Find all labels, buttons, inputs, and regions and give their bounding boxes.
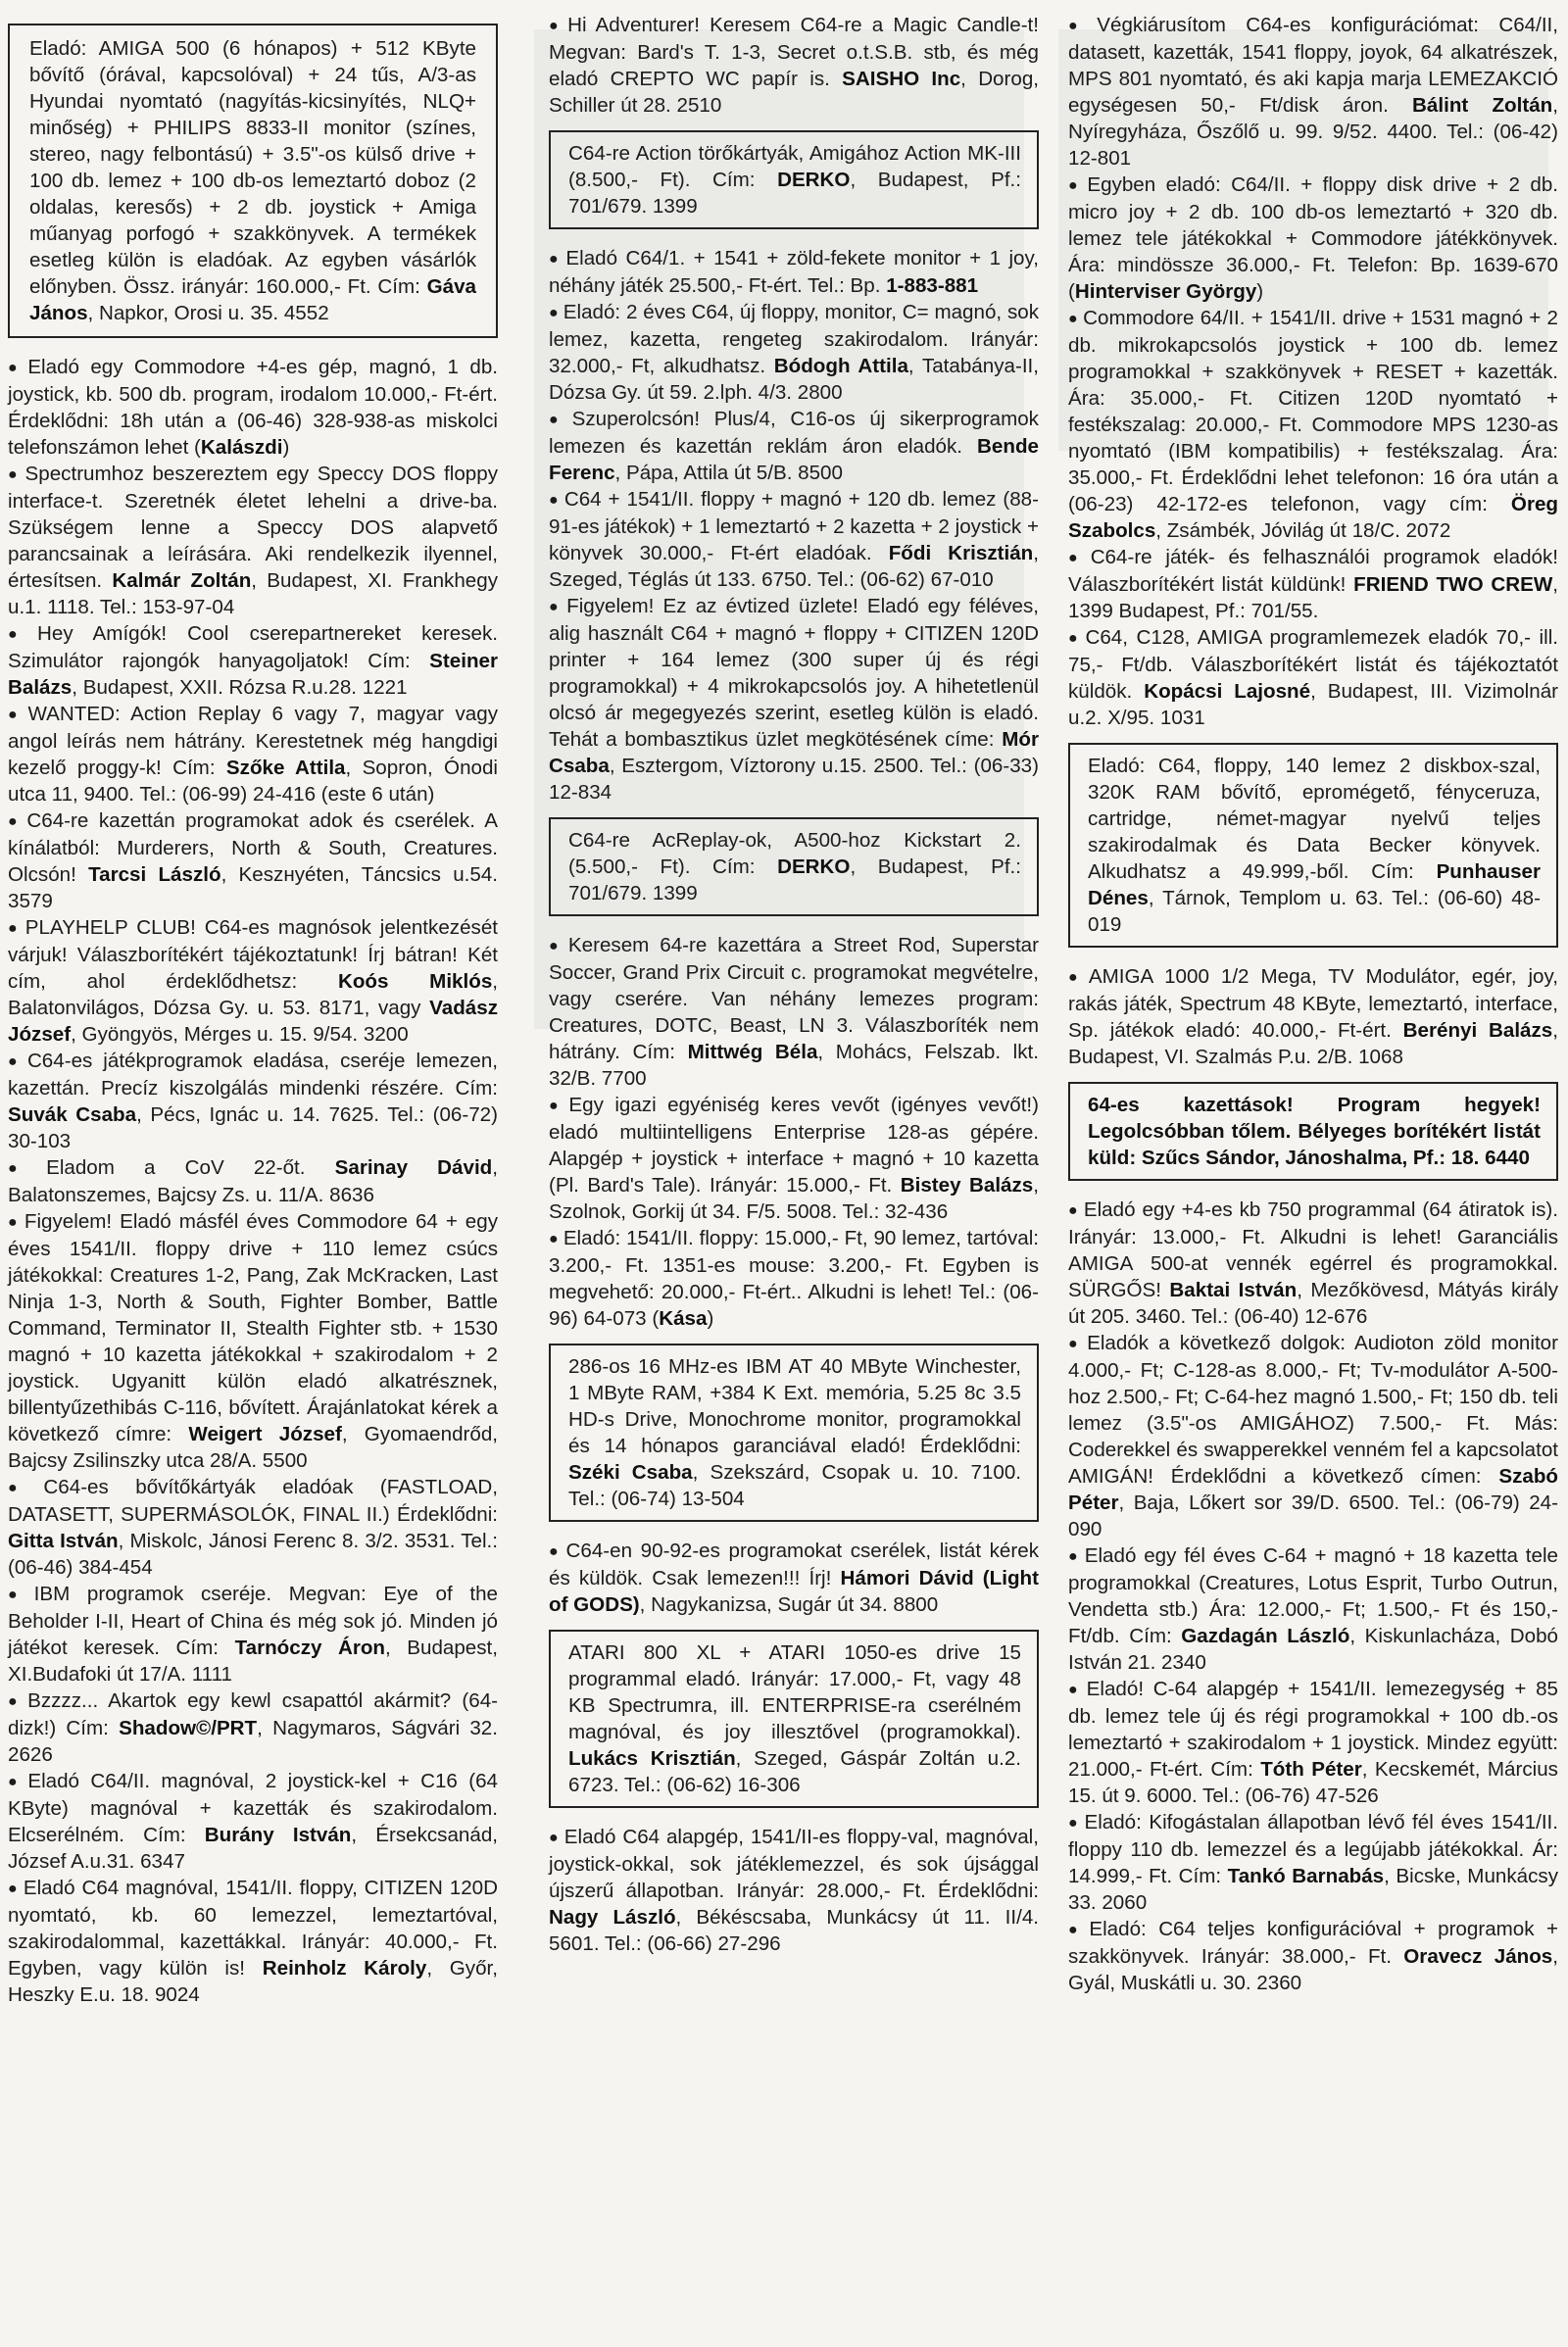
classified-ad <box>1068 963 1558 1070</box>
bullet-icon: ● <box>8 1160 42 1177</box>
classified-ad <box>549 1538 1039 1618</box>
ad-text: , Budapest, Pf.: 701/679. 1399 <box>568 856 1021 905</box>
bullet-icon: ● <box>1068 1336 1083 1352</box>
advertiser-name: Tankó Barnabás <box>1227 1865 1385 1887</box>
ad-text: ) <box>1256 280 1264 303</box>
classified-ad <box>1068 1809 1558 1916</box>
boxed-classified-ad <box>1068 743 1558 948</box>
bullet-icon: ● <box>1068 177 1083 194</box>
classified-ad <box>549 245 1039 299</box>
advertiser-name: SAISHO Inc <box>842 68 961 90</box>
advertiser-name: Szőke Attila <box>225 757 346 779</box>
ad-text: , Balatonvilágos, Dózsa Gy. u. 53. 8171, vagy <box>8 970 499 1019</box>
boxed-classified-ad <box>549 817 1039 916</box>
ads-column-left <box>8 24 498 2008</box>
bullet-icon: ● <box>8 1587 29 1603</box>
ad-text: , Sopron, Ónodi utca 11, 9400. Tel.: (06-99) 24-416 (este 6 után) <box>8 757 499 806</box>
advertiser-name: Tarnóczy Áron <box>234 1637 386 1659</box>
advertiser-name: Berényi Balázs <box>1402 1019 1553 1042</box>
ad-text: C64, C128, AMIGA programlemezek eladók 70,- ill. 75,- Ft/db. Válaszborítékért listát és tájékoztatót küldök. <box>1068 626 1558 703</box>
classified-ad <box>549 406 1039 486</box>
classified-ad <box>1068 171 1558 305</box>
advertiser-name: Steiner Balázs <box>8 650 498 699</box>
advertiser-name: Fődi Krisztián <box>888 542 1034 564</box>
classified-ad <box>8 701 498 807</box>
advertiser-name: Hinterviser György <box>1074 280 1257 303</box>
ad-text: , Budapest, Pf.: 701/679. 1399 <box>568 169 1021 218</box>
ads-column-right <box>1068 12 1558 1996</box>
advertiser-name: Széki Csaba <box>568 1461 693 1484</box>
ad-text: , Nagykanizsa, Sugár út 34. 8800 <box>639 1593 939 1616</box>
ad-text: Eladó egy Commodore +4-es gép, magnó, 1 db. joystick, kb. 500 db. program, irodalom 10.000,- Ft-ért. Érdeklődni: 18h után a (06-46) 328-938-as miskolci telefonszámon lehet ( <box>8 356 498 459</box>
ad-text: C64-re játék- és felhasználói programok eladók! Válaszborítékért listát küldünk! <box>1068 546 1559 596</box>
bullet-icon: ● <box>8 1214 20 1231</box>
bullet-icon: ● <box>1068 18 1093 34</box>
bullet-icon: ● <box>549 1830 560 1846</box>
ad-text: , Nyíregyháza, Őszőlő u. 99. 9/52. 4400. Tel.: (06-42) 12-801 <box>1068 94 1558 170</box>
boxed-classified-ad <box>549 1344 1039 1522</box>
classified-ad <box>549 12 1039 119</box>
bullet-icon: ● <box>1068 550 1086 566</box>
advertiser-name: Bálint Zoltán <box>1412 94 1553 117</box>
classified-ad <box>549 299 1039 406</box>
ad-text: Bzzzz... Akartok egy kewl csapattól akármit? (64-dizk!) Cím: <box>8 1689 499 1739</box>
ad-text: WANTED: Action Replay 6 vagy 7, magyar vagy angol leírás nem hátrány. Kerestetnek még hangdigi kezelő proggy-k! Cím: <box>8 703 498 779</box>
ad-text: Eladó C64/1. + 1541 + zöld-fekete monitor + 1 joy, néhány játék 25.500,- Ft-ért. Tel.: Bp. <box>549 247 1039 297</box>
advertiser-name: Punhauser Dénes <box>1088 860 1541 909</box>
ad-text: , Budapest, VI. Szalmás P.u. 2/B. 1068 <box>1068 1019 1558 1068</box>
ad-text: , Zsámbék, Jóvilág út 18/C. 2072 <box>1155 519 1451 542</box>
ad-text: , Szeged, Téglás út 133. 6750. Tel.: (06-62) 67-010 <box>549 542 1039 591</box>
ad-text: , Tatabánya-II, Dózsa Gy. út 59. 2.lph. 4/3. 2800 <box>549 355 1039 404</box>
advertiser-name: Nagy László <box>549 1906 676 1929</box>
advertiser-name: 1-883-881 <box>886 274 979 297</box>
classified-ad <box>1068 12 1558 171</box>
advertiser-name: Gáva János <box>29 275 476 324</box>
classified-ad <box>549 486 1039 593</box>
bullet-icon: ● <box>1068 311 1079 327</box>
bullet-icon: ● <box>549 599 563 615</box>
ad-text: , Győr, Heszky E.u. 18. 9024 <box>8 1957 499 2006</box>
ad-text: Eladó: C64, floppy, 140 lemez 2 diskbox-szal, 320K RAM bővítő, epromégető, fényceruza, cartridge, német-magyar nyelvű teljes szakirodalmak és Data Becker könyvek. Alkudhatsz a 49.999,-ből. Cím: <box>1088 755 1541 883</box>
ad-text: , Mezőkövesd, Mátyás király út 205. 3460. Tel.: (06-40) 12-676 <box>1068 1279 1558 1328</box>
ad-text: , Szekszárd, Csopak u. 10. 7100. Tel.: (06-74) 13-504 <box>568 1461 1021 1510</box>
ad-text: IBM programok cseréje. Megvan: Eye of the Beholder I-II, Heart of China és még sok jó. Minden jó játékot keresek. Cím: <box>8 1583 498 1659</box>
classified-ad <box>8 1048 498 1154</box>
ad-text: , Bicske, Munkácsy 33. 2060 <box>1068 1865 1558 1914</box>
ad-text: Eladó egy +4-es kb 750 programmal (64 átiratok is). Irányár: 13.000,- Ft. Alkudni is lehet! Garanciális AMIGA 500-at vennék egérrel és programokkal. SÜRGŐS! <box>1068 1198 1558 1301</box>
bullet-icon: ● <box>549 305 559 321</box>
bullet-icon: ● <box>1068 1682 1082 1698</box>
bullet-icon: ● <box>8 707 24 723</box>
ad-text: Keresem 64-re kazettára a Street Rod, Superstar Soccer, Grand Prix Circuit c. programokat megvételre, vagy cserére. Van néhány lemezes program: Creatures, DOTC, Beast, LN 3. Válaszboríték nem hátrány. Cím: <box>549 934 1039 1063</box>
ad-text: , Pécs, Ignác u. 14. 7625. Tel.: (06-72) 30-103 <box>8 1103 498 1152</box>
bullet-icon: ● <box>549 938 564 954</box>
classified-ad <box>8 1687 498 1768</box>
advertiser-name: DERKO <box>777 169 851 191</box>
ad-text: , Kiskunlacháza, Dobó István 21. 2340 <box>1068 1625 1558 1674</box>
ad-text: Szuperolcsón! Plus/4, C16-os új sikerprogramok lemezen és kazettán reklám áron eladók. <box>549 408 1039 458</box>
advertiser-name: Tarcsi László <box>88 863 221 886</box>
classified-ad <box>549 1092 1039 1225</box>
bullet-icon: ● <box>549 251 562 268</box>
bullet-icon: ● <box>1068 1202 1079 1219</box>
bullet-icon: ● <box>1068 1815 1080 1832</box>
classified-ad <box>549 1824 1039 1957</box>
classified-ad <box>1068 1916 1558 1996</box>
ad-text: C64-re kazettán programokat adok és cserélek. A kínálatból: Murderers, North & South, Creatures. Olcsón! <box>8 809 498 886</box>
ad-text: , Szolnok, Gorkij út 34. F/5. 5008. Tel.: 32-436 <box>549 1174 1039 1223</box>
classified-ad <box>8 914 498 1048</box>
boxed-classified-ad <box>549 1630 1039 1808</box>
ad-text: C64-en 90-92-es programokat cserélek, listát kérek és küldök. Csak lemezen!!! Írj! <box>549 1540 1039 1589</box>
classified-ad <box>8 1154 498 1208</box>
bullet-icon: ● <box>8 1774 24 1790</box>
ad-text: Eladó C64 magnóval, 1541/II. floppy, CITIZEN 120D nyomtató, kb. 60 lemezzel, lemeztartóval, szakirodalommal, kazettákkal. Irányár: 40.000,- Ft. Egyben, vagy külön is! <box>8 1877 498 1980</box>
bullet-icon: ● <box>1068 969 1084 986</box>
advertiser-name: 64-es kazettások! Program hegyek! Legolcsóbban tőlem. Bélyeges borítékért listát küld: Szűcs Sándor, Jánoshalma, Pf.: 18. 6440 <box>1088 1094 1541 1169</box>
ad-text: Eladó: AMIGA 500 (6 hónapos) + 512 KByte bővítő (órával, kapcsolóval) + 24 tűs, A/3-as Hyundai nyomtató (nagyítás-kicsinyítés, NLQ+ minőség) + PHILIPS 8833-II monitor (színes, stereo, nagy felbontású) + 3.5"-os külső drive + 100 db. lemez + 100 db-os lemeztartó doboz (2 oldalas, keresős) + 2 db. joystick + Amiga műanyag porfogó + szakkönyvek. A termékek esetleg külön is eladóak. Az egyben vásárlók előnyben. Össz. irányár: 160.000,- Ft. Cím: <box>29 37 476 298</box>
bullet-icon: ● <box>549 18 564 34</box>
ad-text: Eladó: C64 teljes konfigurációval + programok + szakkönyvek. Irányár: 38.000,- Ft. <box>1068 1918 1558 1968</box>
boxed-classified-ad <box>549 130 1039 229</box>
ad-text: , Szeged, Gáspár Zoltán u.2. 6723. Tel.: (06-62) 16-306 <box>568 1747 1021 1796</box>
ad-text: , Napkor, Orosi u. 35. 4552 <box>87 302 329 324</box>
advertiser-name: Gazdagán László <box>1181 1625 1350 1647</box>
ad-text: , Keszнyéten, Táncsics u.54. 3579 <box>8 863 499 912</box>
ad-text: C64-es bővítőkártyák eladóak (FASTLOAD, DATASETT, SUPERMÁSOLÓK, FINAL II.) Érdeklődni: <box>8 1476 498 1526</box>
boxed-classified-ad <box>1068 1082 1558 1181</box>
ad-text: Eladó! C-64 alapgép + 1541/II. lemezegység + 85 db. lemez tele új és régi programokkal + 100 db.-os lemeztartó + szakirodalom + 1 joystick. Mindez együtt: 21.000,- Ft-ért. Cím: <box>1068 1678 1559 1781</box>
classified-ad <box>8 354 498 461</box>
advertiser-name: Suvák Csaba <box>8 1103 137 1126</box>
ads-column-middle <box>549 12 1039 1957</box>
advertiser-name: Reinholz Károly <box>262 1957 427 1980</box>
advertiser-name: Oravecz János <box>1403 1945 1553 1968</box>
ad-text: , Gyomaendrőd, Bajcsy Zsilinszky utca 28/A. 5500 <box>8 1423 499 1472</box>
bullet-icon: ● <box>8 813 23 830</box>
advertiser-name: Weigert József <box>188 1423 342 1445</box>
bullet-icon: ● <box>8 920 21 937</box>
ad-text: , Gyál, Muskátli u. 30. 2360 <box>1068 1945 1558 1994</box>
classified-ad <box>8 461 498 620</box>
ad-text: Eladók a következő dolgok: Audioton zöld monitor 4.000,- Ft; C-128-as 8.000,- Ft; Tv-modulátor A-500-hoz 2.500,- Ft; C-64-hez magnó 1.500,- Ft; 150 db. teli lemez (3.5"-os AMIGÁHOZ) 7.500,- Ft. Más: Coderekkel és swapperekkel venném fel a kapcsolatot AMIGÁN! Érdeklődni a következő címen: <box>1068 1332 1558 1488</box>
ad-text: Figyelem! Ez az évtized üzlete! Eladó egy féléves, alig használt C64 + magnó + floppy + CITIZEN 120D printer + 164 lemez (300 super új és régi programokkal) + 4 mikrokapcsolós joy. A hihetetlenül olcsó ár megegyezés szerint, esetleg külön is eladó. Tehát a bombasztikus üzlet megkötésének címe: <box>549 595 1039 751</box>
ad-text: ATARI 800 XL + ATARI 1050-es drive 15 programmal eladó. Irányár: 17.000,- Ft, vagy 48 KB Spectrumra, ill. ENTERPRISE-ra cserélném magnóval, és joy illesztővel (programokkal). <box>568 1641 1021 1743</box>
advertiser-name: Hámori Dávid (Light of GODS) <box>549 1567 1039 1616</box>
classified-ad <box>8 1875 498 2008</box>
ad-text: ) <box>282 436 290 459</box>
ad-text: Eladó C64 alapgép, 1541/II-es floppy-val, magnóval, joystick-okkal, sok játéklemezzel, és sok újsággal újszerű állapotban. Irányár: 28.000,- Ft. Érdeklődni: <box>549 1826 1039 1902</box>
advertiser-name: Bende Ferenc <box>549 435 1039 484</box>
advertiser-name: Szabó Péter <box>1068 1465 1558 1514</box>
classified-ad <box>1068 624 1558 731</box>
ad-text: , Békéscsaba, Munkácsy út 11. II/4. 5601. Tel.: (06-66) 27-296 <box>549 1906 1039 1955</box>
bullet-icon: ● <box>8 626 33 643</box>
ad-text: , Tárnok, Templom u. 63. Tel.: (06-60) 48-019 <box>1088 887 1541 936</box>
ad-text: , Miskolc, Jánosi Ferenc 8. 3/2. 3531. Tel.: (06-46) 384-454 <box>8 1530 498 1579</box>
advertiser-name: Kása <box>659 1307 708 1330</box>
advertiser-name: Mór Csaba <box>549 728 1039 777</box>
ad-text: Spectrumhoz beszereztem egy Speccy DOS floppy interface-t. Szeretnék életet lehelni a drive-ba. Szükségem lenne a Speccy DOS alapvető parancsainak a leírására. Aki rendelkezik ilyennel, értesítsen. <box>8 463 498 592</box>
bullet-icon: ● <box>1068 1922 1085 1938</box>
advertiser-name: Bódogh Attila <box>773 355 908 377</box>
ad-text: C64-re AcReplay-ok, A500-hoz Kickstart 2. (5.500,- Ft). Cím: <box>568 829 1021 878</box>
bullet-icon: ● <box>8 466 21 483</box>
classified-ad <box>8 1208 498 1474</box>
ad-text: C64-es játékprogramok eladása, cseréje lemezen, kazettán. Precíz kiszolgálás mindenki részére. Cím: <box>8 1050 499 1100</box>
advertiser-name: Kopácsi Lajosné <box>1144 680 1311 703</box>
ad-text: Hi Adventurer! Keresem C64-re a Magic Candle-t! Megvan: Bard's T. 1-3, Secret o.t.S.B. stb, és még eladó CREPTO WC papír is. <box>549 14 1039 90</box>
advertiser-name: Mittwég Béla <box>687 1041 818 1063</box>
ad-text: , Gyöngyös, Mérges u. 15. 9/54. 3200 <box>71 1023 409 1046</box>
classified-ad <box>8 1768 498 1875</box>
classified-ad <box>8 620 498 701</box>
ad-text: Commodore 64/II. + 1541/II. drive + 1531 magnó + 2 db. mikrokapcsolós joystick + 100 db. lemez programokkal + szakkönyvek + RESET + kazetták. Ára: 35.000,- Ft. Citizen 120D nyomtató + festékszalag: 20.000,- Ft. Commodore MPS 1230-as nyomtató (IBM kompatibilis) + festékszalag. Ára: 35.000,- Ft. Érdeklődni lehet telefonon: 16 óra után a (06-23) 42-172-es telefonon, vagy cím: <box>1068 307 1558 515</box>
classified-ad <box>8 1581 498 1687</box>
ad-text: 286-os 16 MHz-es IBM AT 40 MByte Winchester, 1 MByte RAM, +384 K Ext. memória, 5.25 8c 3.5 HD-s Drive, Monochrome monitor, programokkal és 14 hónapos garanciával eladó! Érdeklődni: <box>568 1355 1021 1457</box>
bullet-icon: ● <box>549 492 560 509</box>
classified-ad <box>1068 305 1558 544</box>
ad-text: Végkiárusítom C64-es konfigurációmat: C64/II, datasett, kazetták, 1541 floppy, joyok, 64 alkatrészek, MPS 801 nyomtató, és aki kapja marja LEMEZAKCIÓ egységesen 50,- Ft/disk áron. <box>1068 14 1558 117</box>
ad-text: , Budapest, XXII. Rózsa R.u.28. 1221 <box>72 676 408 699</box>
ad-text: Eladó: 1541/II. floppy: 15.000,- Ft, 90 lemez, tartóval: 3.200,- Ft. 1351-es mouse: 3.200,- Ft. Egyben is megvehető: 20.000,- Ft-ért.. Alkudni is lehet! Tel.: (06-96) 64-073 ( <box>549 1227 1039 1330</box>
advertiser-name: Bistey Balázs <box>900 1174 1034 1197</box>
ad-text: Hey Amígók! Cool cserepartnereket keresek. Szimulátor rajongók hanyagoljatok! Cím: <box>8 622 498 672</box>
advertiser-name: Gitta István <box>8 1530 119 1552</box>
bullet-icon: ● <box>549 412 567 428</box>
classified-ad <box>549 1225 1039 1332</box>
bullet-icon: ● <box>8 1881 19 1897</box>
advertiser-name: Shadow©/PRT <box>119 1717 258 1739</box>
classified-ad <box>1068 1330 1558 1542</box>
ad-text: , Balatonszemes, Bajcsy Zs. u. 11/A. 8636 <box>8 1156 498 1206</box>
ad-text: C64 + 1541/II. floppy + magnó + 120 db. lemez (88-91-es játékok) + 1 lemeztartó + 2 kazetta + 2 joystick + könyvek 30.000,- Ft-ért eladóak. <box>549 488 1039 564</box>
advertiser-name: Kalászdi <box>200 436 283 459</box>
advertiser-name: Kalmár Zoltán <box>112 569 252 592</box>
ad-text: Eladó C64/II. magnóval, 2 joystick-kel + C16 (64 KByte) magnóval + kazetták és szakirodalom. Elcserélném. Cím: <box>8 1770 499 1846</box>
advertiser-name: Tóth Péter <box>1260 1758 1362 1781</box>
ad-text: Egy igazi egyéniség keres vevőt (igényes vevőt!) eladó multiintelligens Enterprise 128-as gépére. Alapgép + joystick + interface + magnó + 10 kazetta (Pl. Bard's Tale). Irányár: 15.000,- Ft. <box>549 1094 1039 1197</box>
bullet-icon: ● <box>8 1053 23 1070</box>
advertiser-name: Öreg Szabolcs <box>1068 493 1558 542</box>
bullet-icon: ● <box>8 1693 24 1710</box>
advertiser-name: FRIEND TWO CREW <box>1353 573 1553 596</box>
bullet-icon: ● <box>549 1231 559 1247</box>
ad-text: , Érsekcsanád, József A.u.31. 6347 <box>8 1824 498 1873</box>
ad-text: C64-re Action törőkártyák, Amigához Action MK-III (8.500,- Ft). Cím: <box>568 142 1021 191</box>
ad-text: , Budapest, III. Vizimolnár u.2. X/95. 1031 <box>1068 680 1558 729</box>
ad-text: ) <box>707 1307 714 1330</box>
classified-ad <box>8 1474 498 1581</box>
advertiser-name: Koós Miklós <box>337 970 493 993</box>
advertiser-name: Burány István <box>204 1824 352 1846</box>
ad-text: , Budapest, XI. Frankhegy u.1. 1118. Tel.: 153-97-04 <box>8 569 498 618</box>
ad-text: , Nagymaros, Ságvári 32. 2626 <box>8 1717 498 1766</box>
ad-text: , Pápa, Attila út 5/B. 8500 <box>614 462 843 484</box>
classified-ad <box>549 932 1039 1092</box>
classified-ad <box>1068 544 1558 624</box>
ad-text: PLAYHELP CLUB! C64-es magnósok jelentkezését várjuk! Válaszborítékért tájékoztatunk! Írj bátran! Két cím, ahol érdeklődhetsz: <box>8 916 498 993</box>
bullet-icon: ● <box>1068 630 1081 647</box>
classified-ad <box>8 807 498 914</box>
ad-text: , Budapest, XI.Budafoki út 17/A. 1111 <box>8 1637 499 1686</box>
ad-text: , Baja, Lőkert sor 39/D. 6500. Tel.: (06-79) 24-090 <box>1068 1491 1558 1540</box>
bullet-icon: ● <box>549 1098 564 1114</box>
boxed-classified-ad <box>8 24 498 338</box>
ad-text: , Esztergom, Víztorony u.15. 2500. Tel.: (06-33) 12-834 <box>549 755 1039 804</box>
classified-ad <box>1068 1676 1558 1809</box>
ad-text: , 1399 Budapest, Pf.: 701/55. <box>1068 573 1558 622</box>
advertiser-name: Baktai István <box>1169 1279 1298 1301</box>
ad-text: , Mohács, Felszab. lkt. 32/B. 7700 <box>549 1041 1039 1090</box>
advertiser-name: DERKO <box>777 856 851 878</box>
ad-text: Eladó egy fél éves C-64 + magnó + 18 kazetta tele programokkal (Creatures, Lotus Esprit, Turbo Outrun, Vendetta stb.) Ára: 12.000,- Ft; 1.500,- Ft és 150,- Ft/db. Cím: <box>1068 1544 1558 1647</box>
classified-ad <box>1068 1542 1558 1676</box>
ad-text: AMIGA 1000 1/2 Mega, TV Modulátor, egér, joy, rakás játék, Spectrum 48 KByte, lemeztartó, interface, Sp. játékok eladó: 40.000,- Ft-ért. <box>1068 965 1558 1042</box>
classified-ad <box>549 593 1039 806</box>
advertiser-name: Sarinay Dávid <box>334 1156 493 1179</box>
advertiser-name: Vadász József <box>8 997 498 1046</box>
ad-text: , Dorog, Schiller út 28. 2510 <box>549 68 1040 117</box>
bullet-icon: ● <box>8 360 24 376</box>
ad-text: Eladó: Kifogástalan állapotban lévő fél éves 1541/II. floppy 110 db. lemezzel és a legújabb játékokkal. Ár: 14.999,- Ft. Cím: <box>1068 1811 1558 1887</box>
ad-text: Eladó: 2 éves C64, új floppy, monitor, C= magnó, sok lemez, kazetta, rengeteg szakirodalom. Irányár: 32.000,- Ft, alkudhatsz. <box>549 301 1040 377</box>
ad-text: , Kecskemét, Március 15. út 9. 6000. Tel.: (06-76) 47-526 <box>1068 1758 1558 1807</box>
ad-text: Eladom a CoV 22-őt. <box>46 1156 335 1179</box>
classified-ad <box>1068 1197 1558 1330</box>
ad-text: Egyben eladó: C64/II. + floppy disk drive + 2 db. micro joy + 2 db. 100 db-os lemeztartó + 320 db. lemez tele játékokkal + Commodore játékkönyvek. Ára: mindössze 36.000,- Ft. Telefon: Bp. 1639-670 ( <box>1068 173 1558 303</box>
bullet-icon: ● <box>549 1543 562 1560</box>
ad-text: Figyelem! Eladó másfél éves Commodore 64 + egy éves 1541/II. floppy drive + 110 lemez csúcs játékokkal: Creatures 1-2, Pang, Zak McKracken, Last Ninja 1-3, North & South, Fighter Bomber, Battle Command, Terminator II, Stealth Fighter stb. + 1530 magnó + 10 kazetta játékokkal + szakirodalom + 2 joystick. Ugyanitt külön eladó alkatrésznek, billentyűzethibás C-116, bővített. Árajánlatokat kérek a következő címre: <box>8 1210 498 1445</box>
bullet-icon: ● <box>8 1480 39 1496</box>
advertiser-name: Lukács Krisztián <box>568 1747 736 1770</box>
bullet-icon: ● <box>1068 1548 1080 1565</box>
